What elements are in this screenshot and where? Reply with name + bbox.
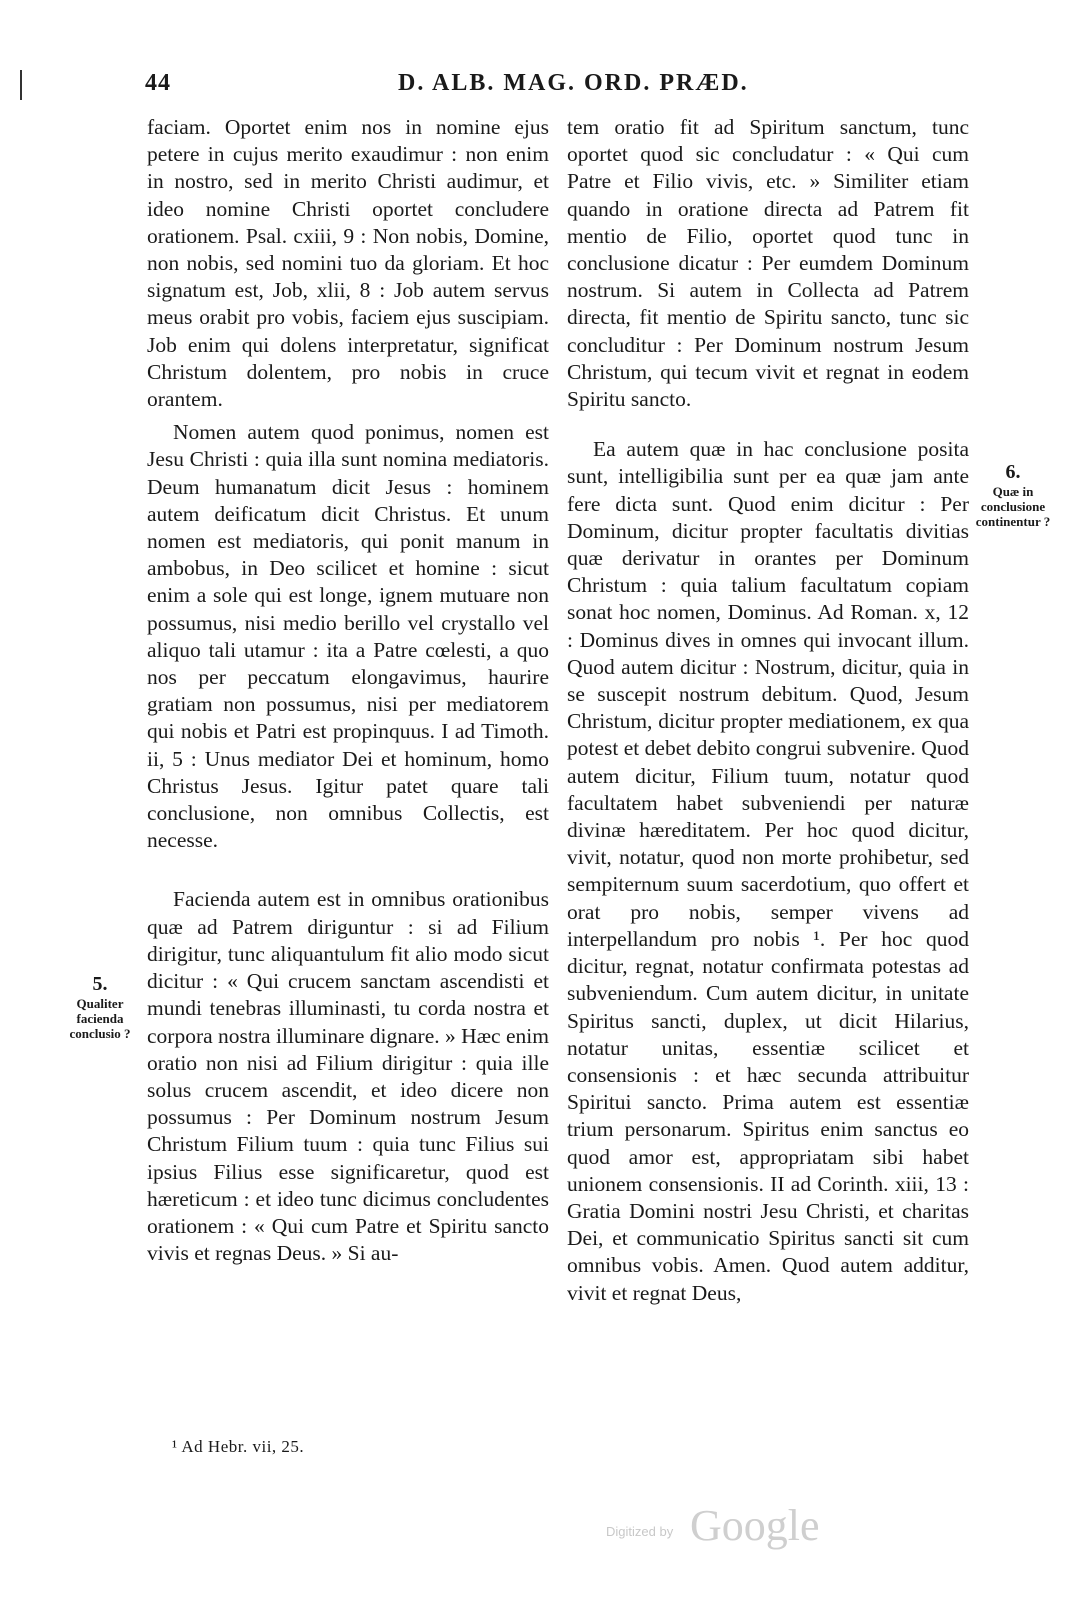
paragraph: Ea autem quæ in hac conclusione posita sunt, intelligibilia sunt per ea quæ jam ante fere dicta sunt. Quod enim dicitur : Per Dominum, dicitur propter facultatis divitias quæ derivatur in orantes per Dominum Christum : quia talium facultatum copiam sonat hoc nomen, Dominus. Ad Roman. x, 12 : Dominus dives in omnes qui invocant illum. Quod autem dicitur : Nostrum, dicitur, quia in se suscepit nostrum debitum. Quod, Jesum Christum, dicitur propter mediationem, ex qua potest et debet debito congrui subvenire. Quod autem dicitur, Filium tuum, notatur quod facultatem habet subveniendi per naturæ divinæ hæreditatem. Per hoc quod dicitur, vivit, notatur, quod non morte prohibetur, sed sempiternum suum sacerdotium, quo offert et orat pro nobis, semper vivens ad interpellandum pro nobis ¹. Per hoc quod dicitur, regnat, notatur confirmata potestas ad subveniendum. Cum autem dicitur, in unitate Spiritus sancti, duplex, ut dicit Hilarius, notatur unitas, essentiæ scilicet et consensionis : et hæc secunda attribuitur Spiritui sancto. Prima autem est essentiæ trium personarum. Spiritus enim sanctus eo quod amor est, appropriatam sibi habet unionem consensionis. II ad Corinth. xiii, 13 : Gratia Domini nostri Jesu Christi, et charitas Dei, et communicatio Spiritus sancti sit cum omnibus vobis. Amen. Quod autem additur, vivit et regnat Deus, (567, 437, 969, 1305)
paragraph: faciam. Oportet enim nos in nomine ejus petere in cujus merito exaudimur : non enim in nostro, sed in merito Christi audimur, et ideo nomine Christi oportet concludere orationem. Psal. cxiii, 9 : Non nobis, Domine, non nobis, sed nomini tuo da gloriam. Et hoc signatum est, Job, xlii, 8 : Job autem servus meus orabit pro vobis, faciem ejus suscipiam. Job enim qui dolens interpretatur, significat Christum dolentem, pro nobis in cruce orantem. (147, 115, 549, 412)
side-note-number: 5. (92, 973, 108, 995)
page-number: 44 (145, 70, 171, 96)
side-note-6 (968, 460, 1058, 529)
side-note-text: Quæ in conclusione continentur ? (975, 484, 1051, 529)
side-note-5 (55, 972, 145, 1041)
paragraph: Facienda autem est in omnibus orationibus quæ ad Patrem diriguntur : si ad Filium dirigitur, tunc aliquantulum fit alio modo sicut dicitur : « Qui crucem sanctam ascendisti et mundi tenebras illuminasti, tu corda nostra et corpora nostra illuminare dignare. » Hæc enim oratio non nisi ad Filium dirigitur : quia ille solus crucem ascendit, et ideo dicere non possumus : Per Dominum nostrum Jesum Christum Filium tuum : quia tunc Filius sui ipsius Filius esse significaretur, quod est hæreticum : et ideo tunc dicimus concludentes orationem : « Qui cum Patre et Spiritu sancto vivis et regnas Deus. » Si au- (147, 887, 549, 1266)
digitized-watermark (606, 1500, 866, 1550)
side-note-text: Qualiter facienda conclusio ? (69, 996, 131, 1041)
footnote: ¹ Ad Hebr. vii, 25. (172, 1437, 305, 1456)
paragraph: Nomen autem quod ponimus, nomen est Jesu Christi : quia illa sunt nomina mediatoris. Deum humanatum dicit Jesus : hominem autem deificatum dicit Christus. Et unum nomen est mediatoris, qui ponit manum in ambobus, in Deo scilicet et homine : sicut enim a sole qui est longe, ignem mutuare non possumus, nisi medio berillo vel crystallo vel aliquo tali utamur : ita a Patre cœlesti, a quo nos per peccatum elongavimus, haurire gratiam non possumus, nisi per mediatorem qui nobis et Patri est propinquus. I ad Timoth. ii, 5 : Unus mediator Dei et hominum, homo Christus Jesus. Igitur patet quare tali conclusione, non omnibus Collectis, est necesse. (147, 420, 549, 853)
google-logo: Google (690, 1501, 820, 1550)
side-note-number: 6. (1005, 461, 1021, 483)
page-header (0, 70, 1077, 110)
paragraph: tem oratio fit ad Spiritum sanctum, tunc oportet quod sic concludatur : « Qui cum Patre et Filio vivis, etc. » Similiter etiam quando in oratione directa ad Patrem fit mentio de Filio, oportet quod tunc in conclusione dicatur : Per eumdem Dominum nostrum. Si autem in Collecta ad Patrem directa, fit mentio de Spiritu sancto, tunc sic concluditur : Per Dominum nostrum Jesum Christum, qui tecum vivit et regnat in eodem Spiritu sancto. (567, 115, 969, 412)
running-title: D. ALB. MAG. ORD. PRÆD. (398, 70, 749, 96)
watermark-prefix: Digitized by (606, 1524, 674, 1539)
left-column (147, 114, 549, 1267)
right-column (567, 114, 969, 1307)
